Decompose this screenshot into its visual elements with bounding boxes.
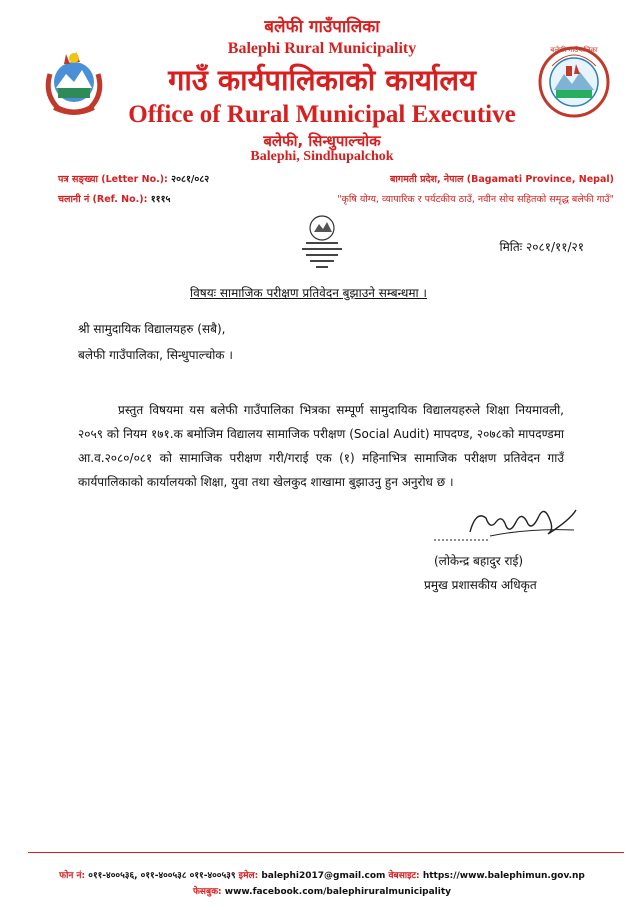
letter-date: मितिः २०८१/११/२१ [499,240,584,254]
letter-number [58,172,209,185]
footer-email-link[interactable]: balephi2017@gmail.com [261,871,386,881]
header-en-address: Balephi, Sindhupalchok [250,149,394,164]
header-en-office: Office of Rural Municipal Executive [128,101,516,128]
footer-phones: ०११-४००५३६, ०११-४००५३८ ०११-४००५३९ [88,871,236,881]
footer-website-link[interactable]: https://www.balephimun.gov.np [422,871,585,881]
reference-number [58,192,171,205]
footer-divider [28,852,624,853]
footer-website-label: वेबसाइट: [388,871,420,881]
addressee-line-1: श्री सामुदायिक विद्यालयहरु (सबै), [78,322,226,336]
header-np-name: बलेफी गाउँपालिका [264,17,380,37]
footer-facebook-label: फेसबुक: [192,887,222,897]
addressee-line-2: बलेफी गाउँपालिका, सिन्धुपाल्चोक । [78,348,233,362]
signature-icon [430,500,580,546]
reference-number-value: १११५ [150,194,171,205]
header-en-name: Balephi Rural Municipality [227,40,417,57]
official-seal-icon [286,208,358,276]
footer-social-line [0,884,644,897]
reference-number-label: चलानी नं (Ref. No.): [58,194,148,205]
footer-facebook-link[interactable]: www.facebook.com/balephiruralmunicipality [224,887,452,897]
letter-number-value: २०८१/०८२ [171,174,210,185]
header-np-address: बलेफी, सिन्धुपाल्चोक [263,132,381,150]
footer-email-label: इमेल: [238,871,259,881]
signer-name: (लोकेन्द्र बहादुर राई) [434,554,524,568]
header-np-office: गाउँ कार्यपालिकाको कार्यालय [168,63,476,97]
province-line: बागमती प्रदेश, नेपाल (Bagamati Province, Nepal) [389,174,614,185]
letter-subject: विषयः सामाजिक परीक्षण प्रतिवेदन बुझाउने सम्बन्धमा । [190,286,427,300]
municipality-logo-text: बलेफी गाउँपालिका [550,46,598,54]
footer-contact-line [0,868,644,881]
letter-body: प्रस्तुत विषयमा यस बलेफी गाउँपालिका भित्रका सम्पूर्ण सामुदायिक विद्यालयहरुले शिक्षा नियमावली, २०५९ को नियम १७१.क बमोजिम विद्यालय सामाजिक परीक्षण (Social Audit) मापदण्ड, २०७८को मापदण्डमा आ.व.२०८०/०८१ को सामाजिक परीक्षण गरी/गराई एक (१) महिनाभित्र सामाजिक परीक्षण प्रतिवेदन गाउँ कार्यपालिकाको कार्यालयको शिक्षा, युवा तथा खेलकुद शाखामा बुझाउनु हुन अनुरोध छ । [78,403,564,489]
footer-phone-label: फोन नं: [59,871,86,881]
signer-title: प्रमुख प्रशासकीय अधिकृत [424,578,537,592]
letter-number-label: पत्र सङ्ख्या (Letter No.): [58,174,168,185]
slogan: "कृषि योग्य, व्यापारिक र पर्यटकीय ठाउँ, नवीन सोच सहितको समृद्ध बलेफी गाउँ" [337,194,614,205]
